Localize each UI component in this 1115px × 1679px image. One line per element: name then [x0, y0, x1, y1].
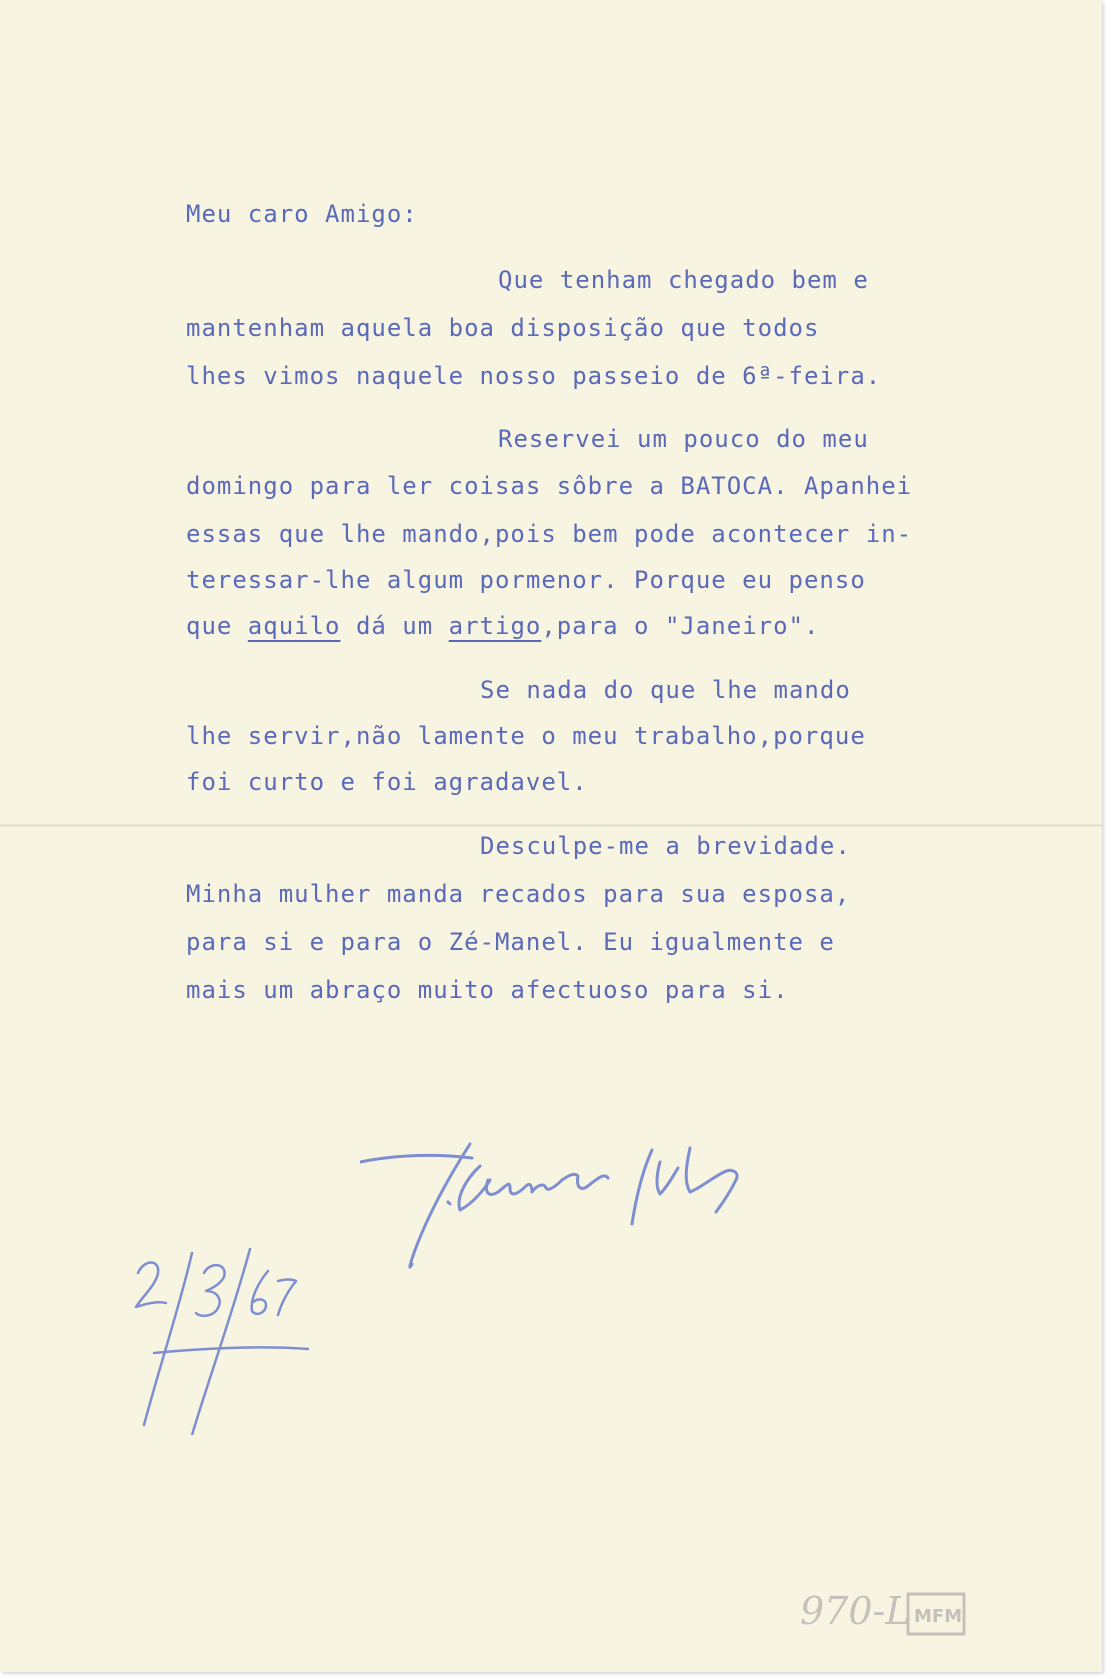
p2-line-4: teressar-lhe algum pormenor. Porque eu penso	[186, 566, 866, 594]
underlined-aquilo: aquilo	[247, 612, 341, 640]
archive-mark	[800, 1582, 1040, 1642]
p2-line-5-mid: dá um	[340, 612, 449, 640]
p2-line-1: Reservei um pouco do meu	[498, 425, 869, 453]
p1-line-2: mantenham aquela boa disposição que todos	[186, 314, 820, 342]
p2-line-5	[186, 612, 819, 640]
underlined-artigo: artigo	[448, 612, 542, 640]
p1-line-1: Que tenham chegado bem e	[498, 266, 869, 294]
p3-line-1: Se nada do que lhe mando	[480, 676, 851, 704]
p2-line-5-before: que	[186, 612, 248, 640]
p4-line-2: Minha mulher manda recados para sua esposa,	[186, 880, 851, 908]
archive-stamp: MFM	[914, 1606, 963, 1627]
salutation: Meu caro Amigo:	[186, 200, 418, 228]
p4-line-1: Desculpe-me a brevidade.	[480, 832, 851, 860]
p2-line-3: essas que lhe mando,pois bem pode acontecer in-	[186, 520, 913, 548]
archive-number: 970-L	[800, 1589, 911, 1633]
p4-line-3: para si e para o Zé-Manel. Eu igualmente e	[186, 928, 835, 956]
p3-line-2: lhe servir,não lamente o meu trabalho,porque	[186, 722, 866, 750]
signature	[360, 1132, 800, 1282]
p2-line-2: domingo para ler coisas sôbre a BATOCA. Apanhei	[186, 472, 913, 500]
handwritten-date	[100, 1245, 340, 1435]
p4-line-4: mais um abraço muito afectuoso para si.	[186, 976, 789, 1004]
p3-line-3: foi curto e foi agradavel.	[186, 768, 588, 796]
p2-line-5-after: ,para o "Janeiro".	[541, 612, 820, 640]
p1-line-3: lhes vimos naquele nosso passeio de 6ª-feira.	[186, 362, 882, 390]
